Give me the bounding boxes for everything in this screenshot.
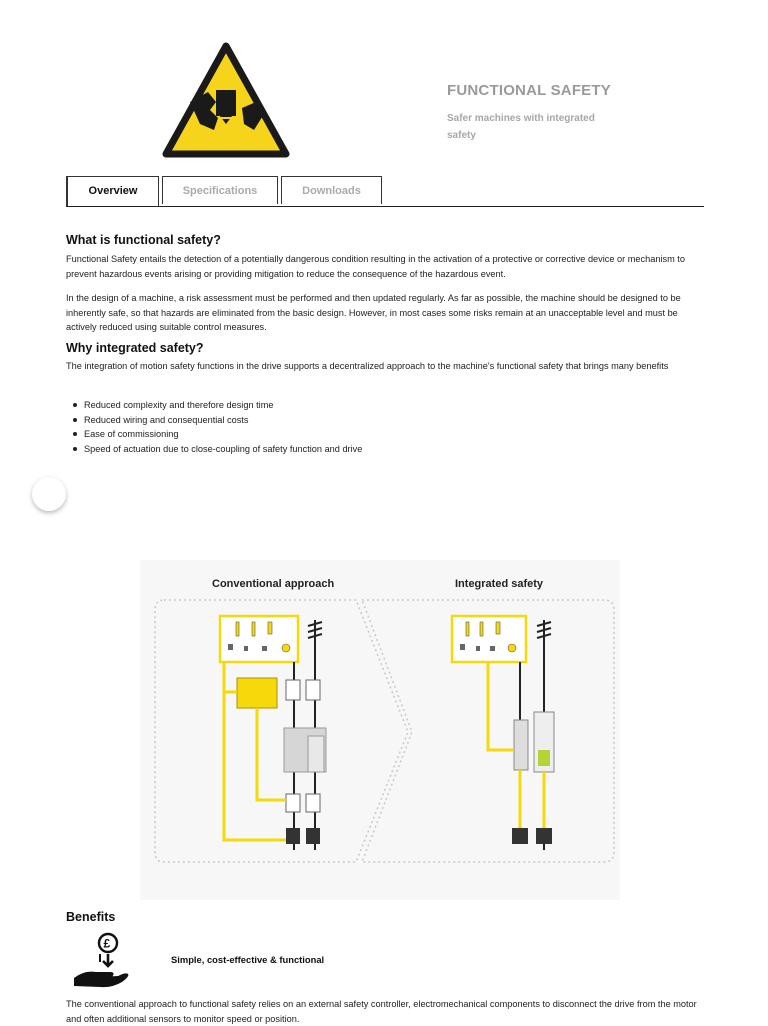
list-item: Reduced wiring and consequential costs (84, 413, 362, 428)
why-paragraph: The integration of motion safety functions in the drive supports a decentralized approach to the machine's functional safety that brings many benefits (66, 361, 669, 371)
list-item: Reduced complexity and therefore design time (84, 398, 362, 413)
benefit-item-label: Simple, cost-effective & functional (171, 954, 325, 965)
tab-bar (66, 176, 704, 207)
conventional-approach-paragraph: The conventional approach to functional safety relies on an external safety controller, electromechanical components to disconnect the drive from the motor and often additional sensors to monitor speed or position. (66, 999, 697, 1024)
page-title: FUNCTIONAL SAFETY (447, 82, 611, 99)
svg-text:£: £ (103, 936, 111, 951)
diagram-left-label: Conventional approach (212, 578, 335, 590)
tab-specifications[interactable]: Specifications (162, 176, 278, 204)
diagram-right-label: Integrated safety (455, 578, 544, 590)
tab-downloads[interactable]: Downloads (281, 176, 382, 204)
benefit-list (66, 398, 362, 456)
benefits-heading: Benefits (66, 910, 116, 924)
pound-coin-hand-icon (72, 932, 130, 990)
tab-overview[interactable]: Overview (66, 176, 159, 206)
why-heading: Why integrated safety? (66, 341, 204, 355)
hazard-warning-icon (160, 40, 292, 162)
list-item: Speed of actuation due to close-coupling of safety function and drive (84, 442, 362, 457)
what-paragraph-2: In the design of a machine, a risk assessment must be performed and then updated regularly. As far as possible, the machine should be designed to be inherently safe, so that hazards are eliminated from the basic design. However, in most cases some risks remain at an unacceptable level and must be actively reduced using suitable control measures. (66, 293, 681, 332)
page-subtitle: Safer machines with integrated safety (447, 113, 595, 141)
what-paragraph-1: Functional Safety entails the detection of a potentially dangerous condition resulting in the activation of a protective or corrective device or mechanism to prevent hazardous events arising or providing mitigation to reduce the consequence of the hazardous event. (66, 254, 685, 279)
what-heading: What is functional safety? (66, 233, 221, 247)
list-item: Ease of commissioning (84, 427, 362, 442)
floating-circle-button[interactable] (32, 477, 66, 511)
safety-architecture-diagram (140, 560, 620, 900)
